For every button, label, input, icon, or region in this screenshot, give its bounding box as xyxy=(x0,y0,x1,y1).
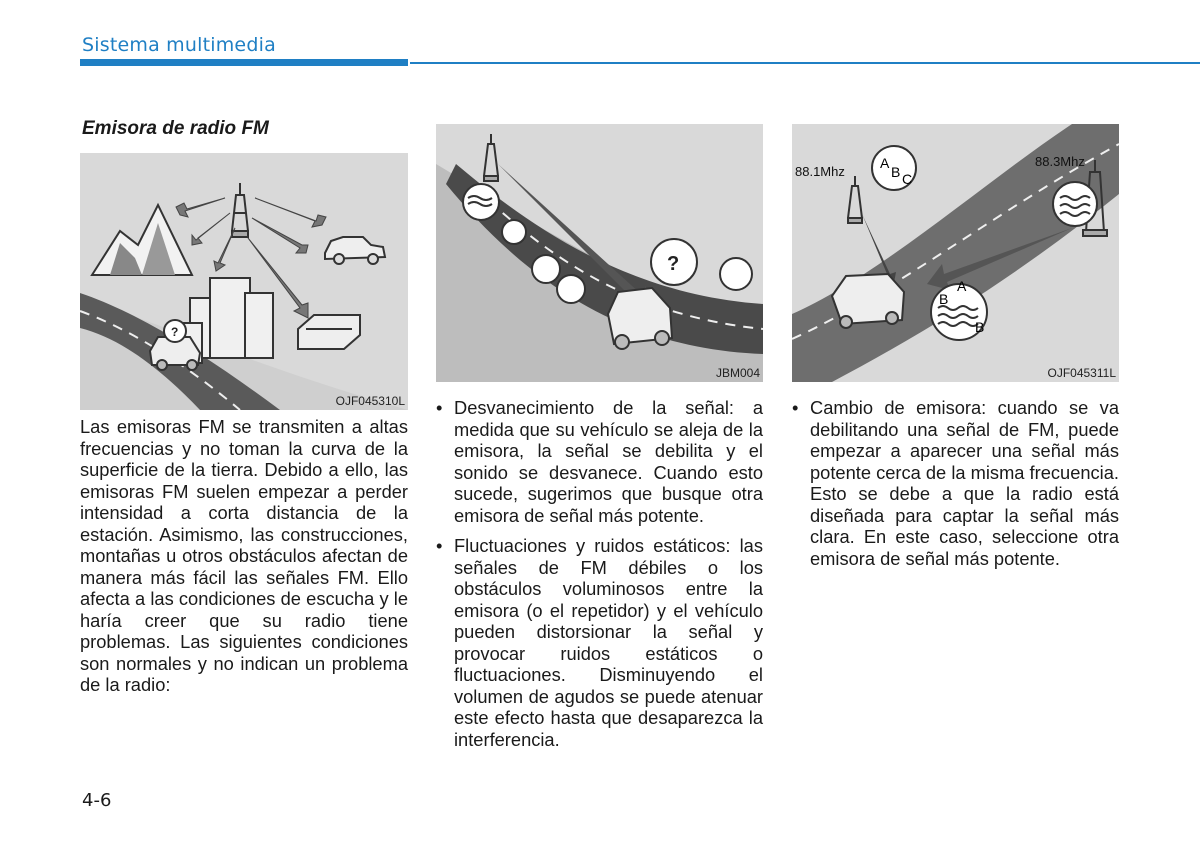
fm-broadcast-illustration xyxy=(80,153,408,410)
station-switch-illustration xyxy=(792,124,1119,382)
freq-left-label: 88.1Mhz xyxy=(795,164,845,179)
svg-text:A: A xyxy=(880,155,890,171)
svg-text:?: ? xyxy=(171,325,179,339)
column-3 xyxy=(792,397,1119,578)
transmitter-tower xyxy=(484,134,498,181)
suv-icon xyxy=(832,274,904,328)
intro-paragraph: Las emisoras FM se transmiten a altas frecuencias y no toman la curva de la superficie de la tierra. Debido a ello, las emisoras FM suelen empezar a perder intensidad a corta distancia de la estación. Asimismo, las construcciones, montañas u otros obstáculos afectan de manera más fácil las señales FM. Ello afecta a las condiciones de escucha y le haría creer que su radio tiene problemas. Las siguientes condiciones son normales y no indican un problema de la radio: xyxy=(80,416,408,695)
svg-text:C: C xyxy=(902,171,913,187)
wave-bubble xyxy=(463,184,499,220)
transmitter-left xyxy=(848,176,862,223)
header-rule xyxy=(410,62,1200,64)
freq-right-label: 88.3Mhz xyxy=(1035,154,1085,169)
header-title: Sistema multimedia xyxy=(82,34,276,56)
figure-code: JBM004 xyxy=(715,366,760,380)
car-icon xyxy=(325,237,385,264)
svg-text:B: B xyxy=(891,164,901,180)
column-2 xyxy=(436,397,763,759)
bullet-list xyxy=(792,397,1119,569)
bullet-static-noise: • Fluctuaciones y ruidos estáticos: las señales de FM débiles o los obstáculos voluminosos entre la emisora (o el repetidor) y el vehículo pueden distorsionar la señal y provocar ruidos estáticos o fluctuaciones. Disminuyendo el volumen de agudos se puede atenuar este efecto hasta que desaparezca la interferencia. xyxy=(436,535,763,750)
bullet-signal-fade: • Desvanecimiento de la señal: a medida que su vehículo se aleja de la emisora, la señal se debilita y el sonido se desvanece. Cuando esto sucede, sugerimos que busque otra emisora de señal más potente. xyxy=(436,397,763,526)
figure-fm-broadcast xyxy=(80,153,408,410)
section-title: Emisora de radio FM xyxy=(82,118,269,139)
svg-text:A: A xyxy=(957,278,967,294)
question-mark: ? xyxy=(667,253,680,275)
figure-code: OJF045311L xyxy=(1047,366,1116,380)
bullet-station-change: • Cambio de emisora: cuando se va debilitando una señal de FM, puede empezar a aparecer una señal más potente cerca de la misma frecuencia. Esto se debe a que la radio está diseñada para captar la señal más clara. En este caso, seleccione otra emisora de señal más potente. xyxy=(792,397,1119,569)
bridge-icon xyxy=(298,315,360,349)
mountains-shape xyxy=(92,205,192,275)
figure-code: OJF045310L xyxy=(335,394,405,408)
page-number: 4-6 xyxy=(82,790,112,811)
figure-signal-fade xyxy=(436,124,763,382)
noise-bubble xyxy=(1053,182,1097,226)
figure-station-switch xyxy=(792,124,1119,382)
bullet-list xyxy=(436,397,763,750)
svg-text:B: B xyxy=(939,291,949,307)
signal-fade-illustration xyxy=(436,124,763,382)
svg-text:B: B xyxy=(975,319,985,335)
header-bar xyxy=(80,59,408,66)
